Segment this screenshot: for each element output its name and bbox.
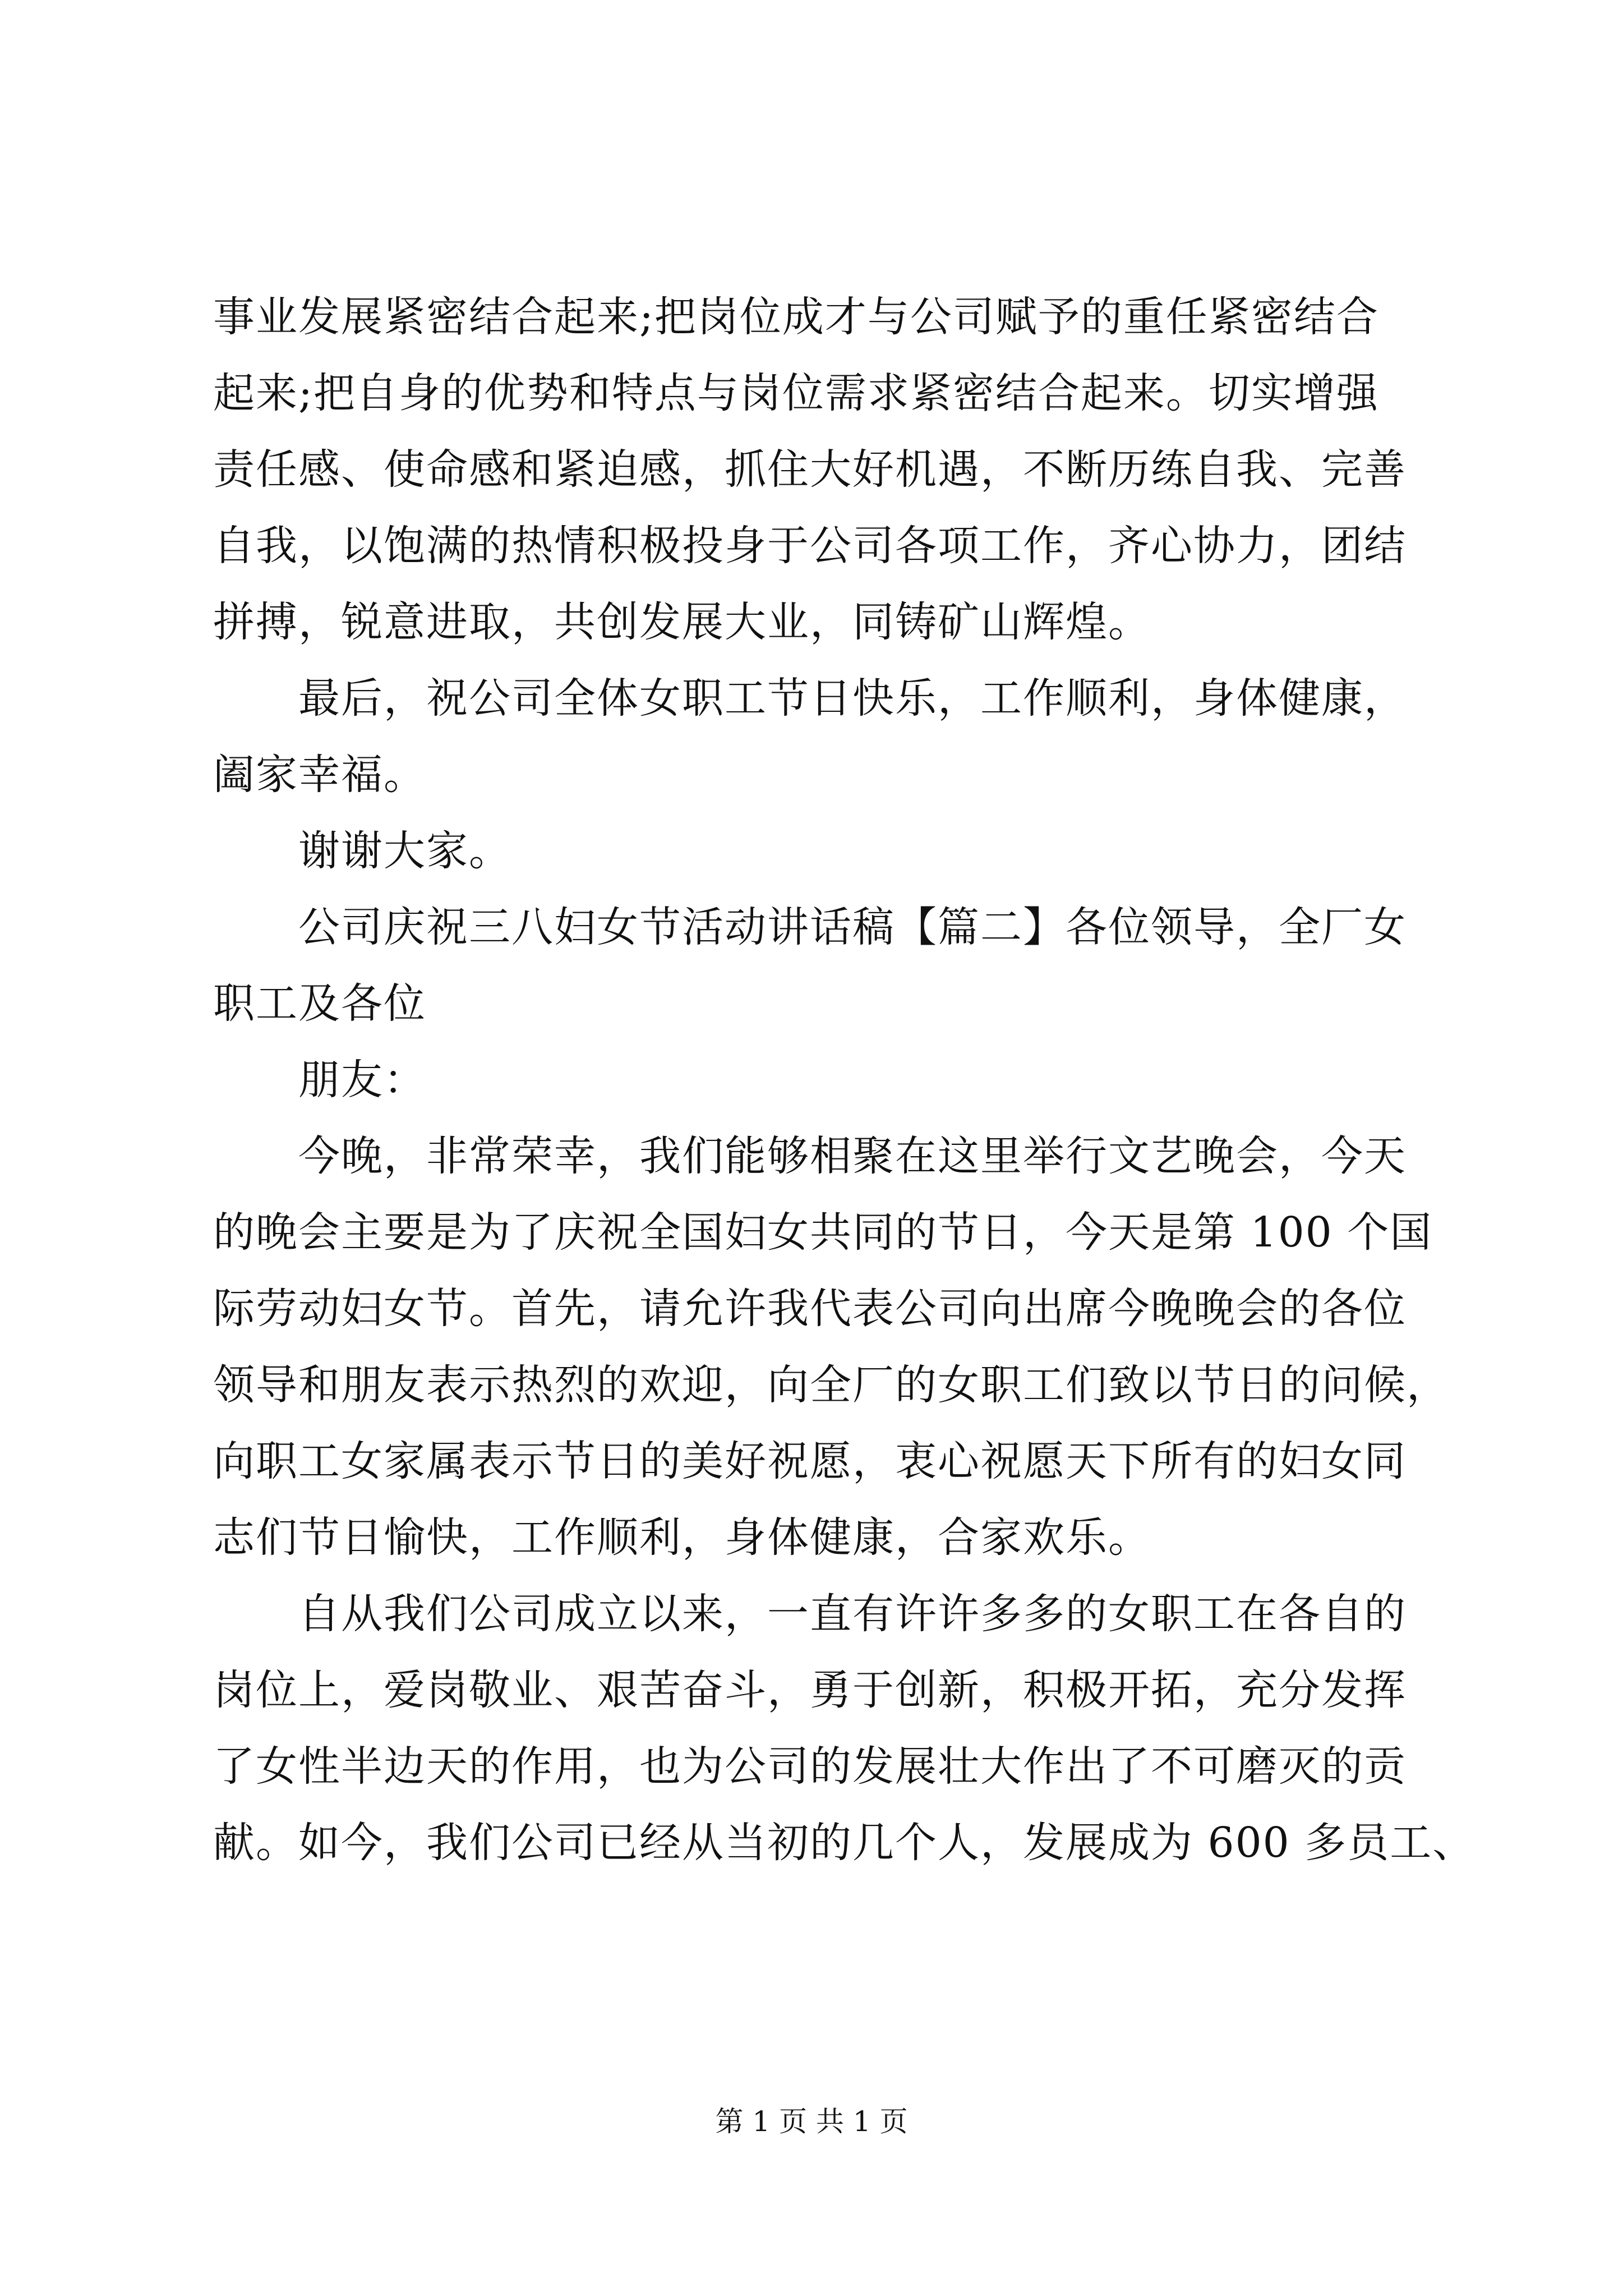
text-line: 志们节日愉快，工作顺利，身体健康，合家欢乐。 — [213, 1513, 1151, 1562]
text-line: 自我，以饱满的热情积极投身于公司各项工作，齐心协力，团结 — [213, 522, 1407, 570]
text-line: 领导和朋友表示热烈的欢迎，向全厂的女职工们致以节日的问候， — [213, 1361, 1449, 1409]
text-line: 谢谢大家。 — [298, 827, 511, 875]
text-line: 最后，祝公司全体女职工节日快乐，工作顺利，身体健康， — [298, 674, 1407, 723]
text-line: 公司庆祝三八妇女节活动讲话稿【篇二】各位领导，全厂女 — [298, 903, 1407, 951]
text-line: 朋友： — [298, 1056, 426, 1104]
text-line: 向职工女家属表示节日的美好祝愿，衷心祝愿天下所有的妇女同 — [213, 1437, 1407, 1485]
text-line: 职工及各位 — [213, 979, 426, 1028]
text-line: 起来;把自身的优势和特点与岗位需求紧密结合起来。切实增强 — [213, 369, 1379, 417]
text-line: 际劳动妇女节。首先，请允许我代表公司向出席今晚晚会的各位 — [213, 1285, 1407, 1333]
text-line: 责任感、使命感和紧迫感，抓住大好机遇，不断历练自我、完善 — [213, 445, 1407, 494]
text-line: 了女性半边天的作用，也为公司的发展壮大作出了不可磨灭的贡 — [213, 1742, 1407, 1791]
text-line: 事业发展紧密结合起来;把岗位成才与公司赋予的重任紧密结合 — [213, 293, 1379, 341]
text-line: 拼搏，锐意进取，共创发展大业，同铸矿山辉煌。 — [213, 598, 1151, 646]
text-line: 的晚会主要是为了庆祝全国妇女共同的节日，今天是第 100 个国 — [213, 1208, 1433, 1257]
text-line: 今晚，非常荣幸，我们能够相聚在这里举行文艺晚会，今天 — [298, 1132, 1407, 1180]
text-line: 献。如今，我们公司已经从当初的几个人，发展成为 600 多员工、 — [213, 1819, 1476, 1867]
text-line: 自从我们公司成立以来，一直有许许多多的女职工在各自的 — [298, 1590, 1407, 1638]
page-footer: 第 1 页 共 1 页 — [715, 2105, 908, 2138]
text-line: 阖家幸福。 — [213, 751, 426, 799]
text-line: 岗位上，爱岗敬业、艰苦奋斗，勇于创新，积极开拓，充分发挥 — [213, 1666, 1407, 1714]
